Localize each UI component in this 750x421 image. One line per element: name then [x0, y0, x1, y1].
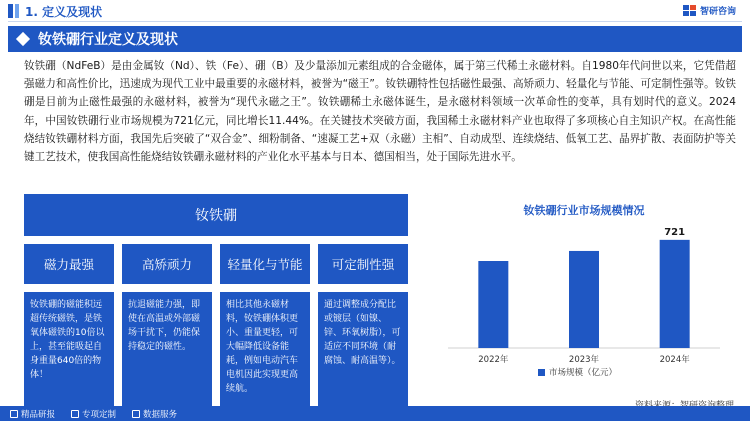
logo-icon	[683, 5, 697, 17]
logo-text: 智研咨询	[699, 7, 736, 17]
feature-desc: 抗退磁能力强，即使在高温或外部磁场干扰下，仍能保持稳定的磁性。	[122, 292, 212, 406]
x-tick-label: 2022年	[478, 355, 509, 365]
feature-column	[220, 244, 310, 406]
footer-item-label: 精品研报	[21, 409, 56, 420]
diagram-root: 钕铁硼	[24, 194, 408, 236]
market-size-chart	[432, 194, 736, 396]
bar	[569, 251, 599, 348]
intro-paragraph: 钕铁硼（NdFeB）是由金属钕（Nd）、铁（Fe）、硼（B）及少量添加元素组成的合金磁体，属于第三代稀土永磁材料。自1980年代问世以来，它凭借超强磁力和高性价比，迅速成为现代工业中最重要的永磁材料，被誉为“磁王”。钕铁硼特性包括磁性最强、高矫顽力、轻量化与节能、可定制性强等。钕铁硼是目前为止磁性最强的永磁材料，被誉为“现代永磁之王”。钕铁硼稀土永磁体诞生，是永磁材料领域一次革命性的变革，具有划时代的意义。2024年，中国钕铁硼行业市场规模为721亿元，同比增长11.44%。在关键技术突破方面，我国稀土永磁材料产业也取得了多项核心自主知识产权。在高性能烧结钕铁硼材料方面，我国先后突破了“双合金”、细粉制备、“速凝工艺+双（永磁）主相”、自动成型、连续烧结、低氧工艺、晶界扩散、表面防护等关键工艺技术，使我国高性能烧结钕铁硼永磁材料的产业化水平基本与日本、德国相当，处于国际先进水平。	[24, 60, 736, 164]
bar	[660, 240, 690, 348]
feature-desc: 通过调整成分配比或镀层（如镍、锌、环氧树脂），可适应不同环境（耐腐蚀、耐高温等）。	[318, 292, 408, 406]
section-marker-secondary	[15, 4, 19, 18]
section-marker	[8, 4, 13, 18]
feature-title: 磁力最强	[24, 244, 114, 284]
page-title: 钕铁硼行业定义及现状	[38, 32, 178, 48]
feature-title: 轻量化与节能	[220, 244, 310, 284]
feature-title: 高矫顽力	[122, 244, 212, 284]
brand-logo	[683, 4, 736, 17]
feature-column	[24, 244, 114, 406]
diamond-icon	[16, 32, 30, 46]
footer-bar	[0, 406, 750, 421]
section-divider	[8, 21, 742, 22]
feature-title: 可定制性强	[318, 244, 408, 284]
chart-canvas	[432, 194, 736, 396]
feature-desc: 钕铁硼的磁能积远超传统磁铁，是铁氧体磁铁的10倍以上，甚至能吸起自身重量640倍的物体！	[24, 292, 114, 406]
report-icon	[10, 410, 18, 418]
feature-column	[318, 244, 408, 406]
footer-item-label: 专项定制	[82, 409, 117, 420]
feature-desc: 相比其他永磁材料，钕铁硼体积更小、重量更轻，可大幅降低设备能耗，例如电动汽车电机因此实现更高续航。	[220, 292, 310, 406]
legend-label: 市场规模（亿元）	[549, 368, 618, 378]
bar	[478, 261, 508, 348]
section-header	[0, 0, 750, 22]
x-tick-label: 2023年	[568, 355, 600, 365]
data-icon	[132, 410, 140, 418]
custom-icon	[71, 410, 79, 418]
chart-title: 钕铁硼行业市场规模情况	[523, 204, 645, 217]
page-banner	[8, 26, 742, 52]
footer-item-data[interactable]	[132, 408, 177, 420]
feature-diagram	[24, 194, 408, 406]
footer-item-custom[interactable]	[71, 408, 116, 420]
legend-swatch	[538, 369, 545, 376]
footer-item-label: 数据服务	[143, 409, 178, 420]
section-title: 1. 定义及现状	[25, 4, 103, 19]
feature-column	[122, 244, 212, 406]
x-tick-label: 2024年	[659, 355, 690, 365]
footer-item-reports[interactable]	[10, 408, 55, 420]
data-label: 721	[664, 226, 686, 238]
